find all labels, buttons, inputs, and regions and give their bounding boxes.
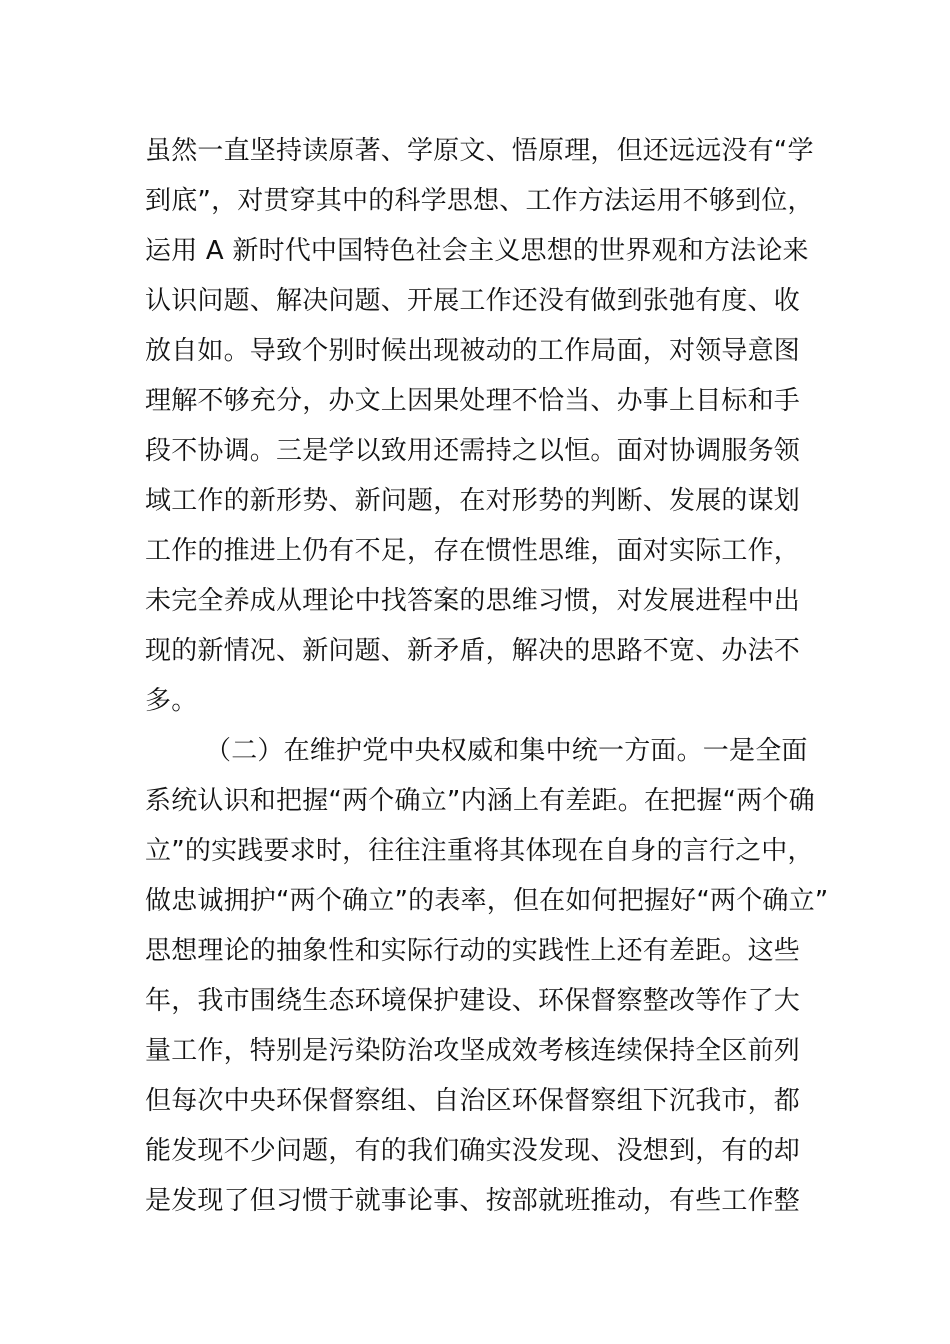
section-heading-line: （二）在维护党中央权威和集中统一方面。一是全面 (205, 736, 808, 766)
text-line: 到底”，对贯穿其中的科学思想、工作方法运用不够到位， (145, 186, 814, 216)
text-line: 段不协调。三是学以致用还需持之以恒。面对协调服务领 (145, 436, 801, 466)
text-line: 能发现不少问题，有的我们确实没发现、没想到，有的却 (145, 1136, 801, 1166)
text-line: 是发现了但习惯于就事论事、按部就班推动，有些工作整 (145, 1186, 801, 1216)
text-line: 立”的实践要求时，往往注重将其体现在自身的言行之中， (145, 836, 814, 866)
text-line: 思想理论的抽象性和实际行动的实践性上还有差距。这些 (145, 936, 801, 966)
text-line: 做忠诚拥护“两个确立”的表率，但在如何把握好“两个确立” (145, 886, 829, 916)
text-line: 系统认识和把握“两个确立”内涵上有差距。在把握“两个确 (145, 786, 815, 816)
text-line: 多。 (145, 686, 198, 716)
text-line: 工作的推进上仍有不足，存在惯性思维，面对实际工作， (145, 536, 801, 566)
text-line: 理解不够充分，办文上因果处理不恰当、办事上目标和手 (145, 386, 801, 416)
text-line: 放自如。导致个别时候出现被动的工作局面，对领导意图 (145, 336, 801, 366)
text-line: 域工作的新形势、新问题，在对形势的判断、发展的谋划 (145, 486, 801, 516)
text-line: 但每次中央环保督察组、自治区环保督察组下沉我市，都 (145, 1086, 801, 1116)
text-line: 量工作，特别是污染防治攻坚成效考核连续保持全区前列 (145, 1036, 801, 1066)
text-line: 运用 A 新时代中国特色社会主义思想的世界观和方法论来 (145, 236, 809, 266)
text-line: 未完全养成从理论中找答案的思维习惯，对发展进程中出 (145, 586, 801, 616)
text-line: 现的新情况、新问题、新矛盾，解决的思路不宽、办法不 (145, 636, 801, 666)
text-line: 年，我市围绕生态环境保护建设、环保督察整改等作了大 (145, 986, 801, 1016)
text-line: 虽然一直坚持读原著、学原文、悟原理，但还远远没有“学 (145, 136, 814, 166)
text-line: 认识问题、解决问题、开展工作还没有做到张弛有度、收 (145, 286, 801, 316)
